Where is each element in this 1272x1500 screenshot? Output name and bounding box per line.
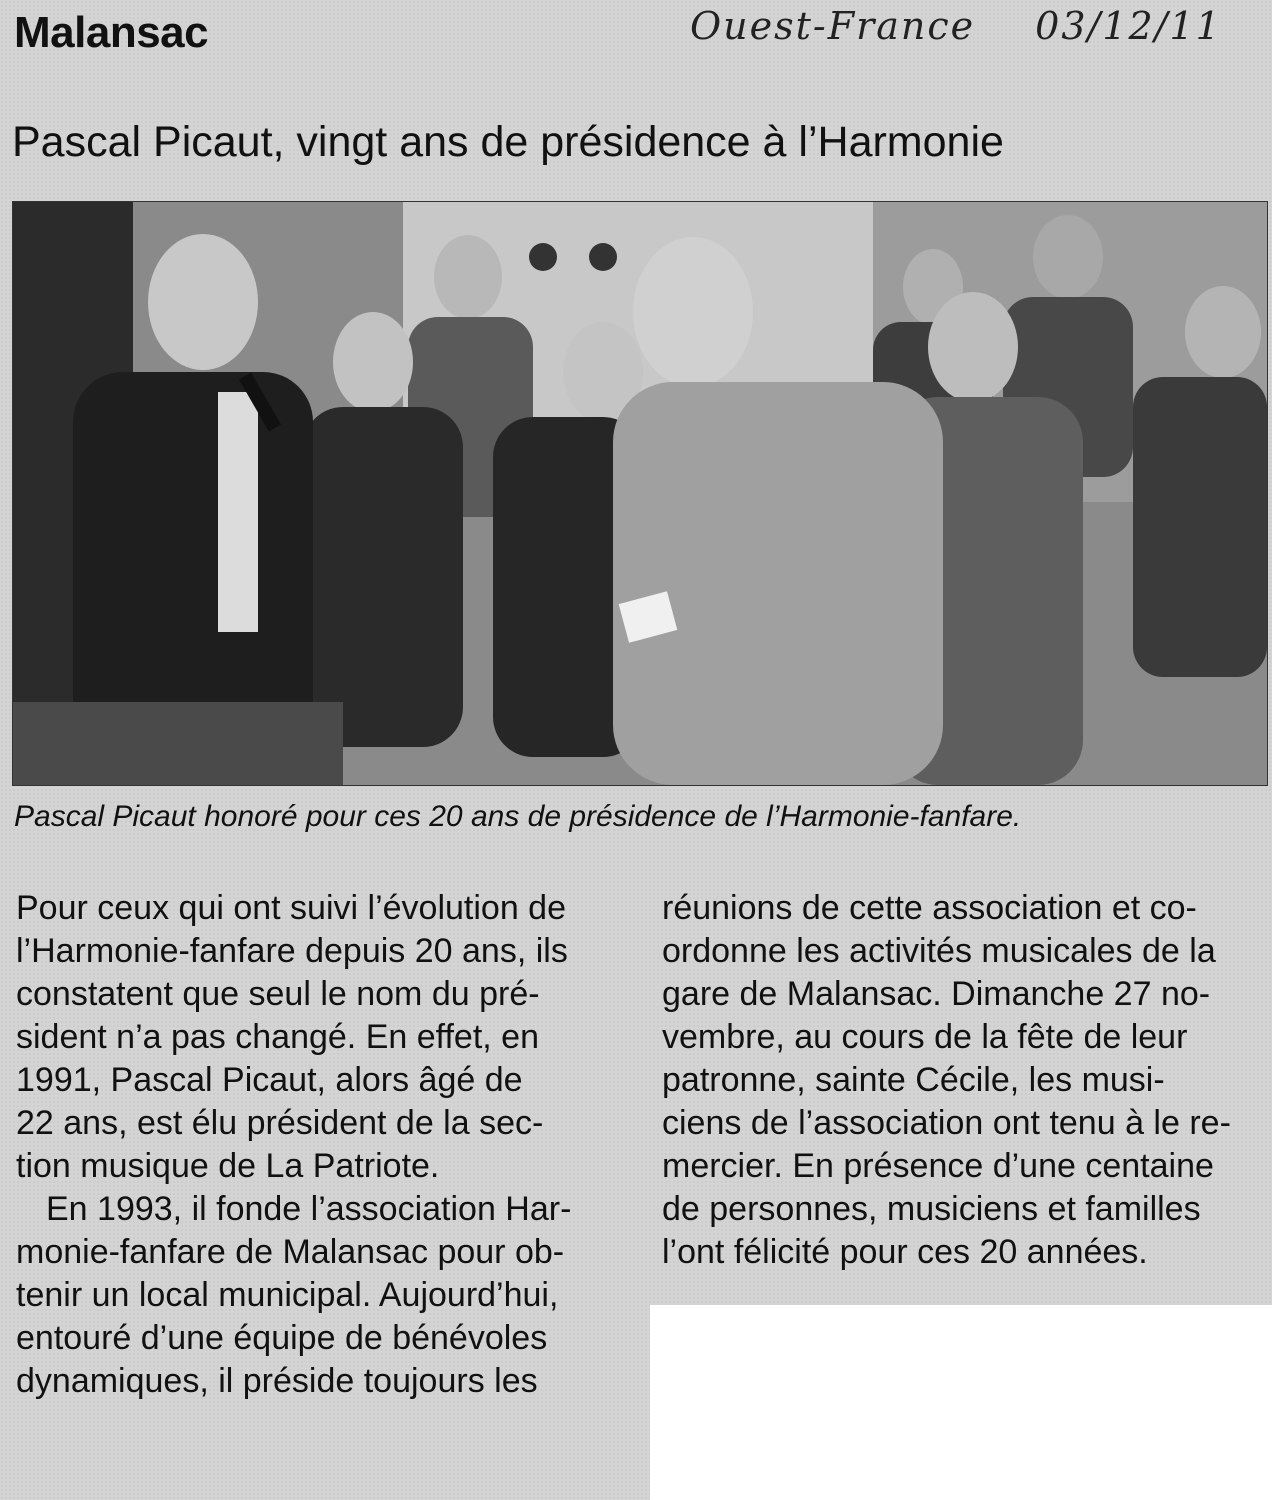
text-line: tion musique de La Patriote. xyxy=(16,1147,440,1185)
text-line: patronne, sainte Cécile, les musi- xyxy=(662,1061,1165,1099)
text-line: tenir un local municipal. Aujourd’hui, xyxy=(16,1276,559,1314)
blank-paper-area xyxy=(650,1305,1272,1500)
handwritten-source: Ouest-France xyxy=(690,4,976,48)
handwritten-date: 03/12/11 xyxy=(1035,4,1222,48)
photo-caption: Pascal Picaut honoré pour ces 20 ans de présidence de l’Harmonie-fanfare. xyxy=(14,800,1022,833)
text-line: Pour ceux qui ont suivi l’évolution de xyxy=(16,889,566,927)
text-line: sident n’a pas changé. En effet, en xyxy=(16,1018,539,1056)
article-photo xyxy=(12,201,1268,786)
text-line: ciens de l’association ont tenu à le re- xyxy=(662,1104,1231,1142)
text-line: mercier. En présence d’une centaine xyxy=(662,1147,1214,1185)
article-column-right xyxy=(662,887,1268,1274)
handwritten-annotation xyxy=(690,4,1222,48)
text-line: constatent que seul le nom du pré- xyxy=(16,975,540,1013)
text-line: entouré d’une équipe de bénévoles xyxy=(16,1319,548,1357)
photo-illustration xyxy=(13,202,1267,785)
text-line: l’Harmonie-fanfare depuis 20 ans, ils xyxy=(16,932,568,970)
text-line: 22 ans, est élu président de la sec- xyxy=(16,1104,544,1142)
text-line: vembre, au cours de la fête de leur xyxy=(662,1018,1188,1056)
text-line: de personnes, musiciens et familles xyxy=(662,1190,1201,1228)
text-line: monie-fanfare de Malansac pour ob- xyxy=(16,1233,565,1271)
article-headline: Pascal Picaut, vingt ans de présidence à l’Harmonie xyxy=(12,118,1004,166)
text-line: En 1993, il fonde l’association Har- xyxy=(46,1190,572,1228)
text-line: l’ont félicité pour ces 20 années. xyxy=(662,1233,1148,1271)
text-line: 1991, Pascal Picaut, alors âgé de xyxy=(16,1061,523,1099)
text-line: gare de Malansac. Dimanche 27 no- xyxy=(662,975,1211,1013)
article-column-left xyxy=(16,887,622,1403)
section-heading: Malansac xyxy=(14,8,209,57)
text-line: ordonne les activités musicales de la xyxy=(662,932,1216,970)
text-line: réunions de cette association et co- xyxy=(662,889,1197,927)
text-line: dynamiques, il préside toujours les xyxy=(16,1362,538,1400)
